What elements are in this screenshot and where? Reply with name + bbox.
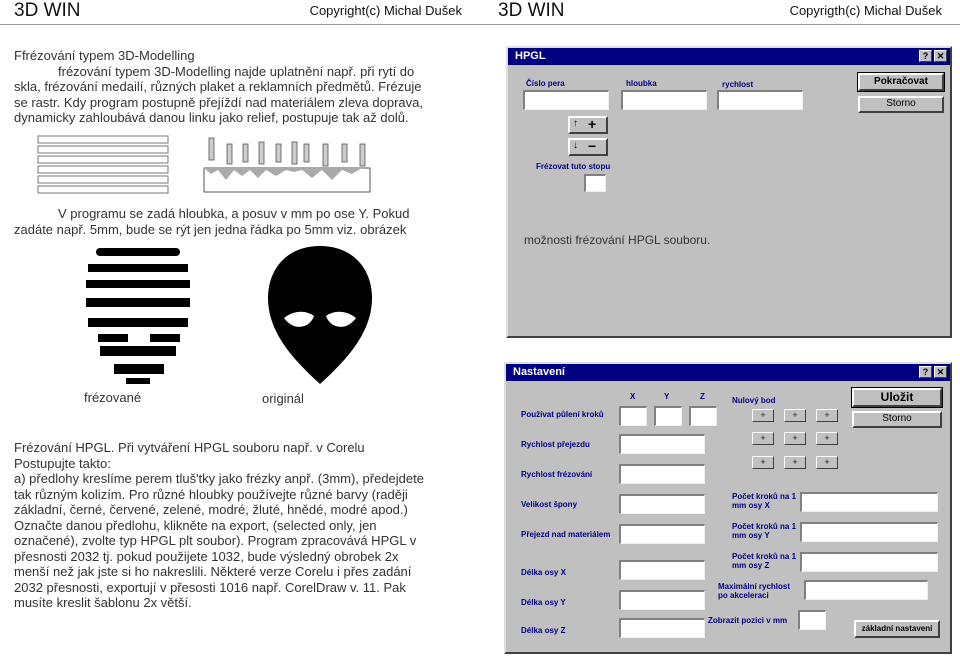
hpgl-title: HPGL xyxy=(515,50,546,62)
depth-paragraph xyxy=(14,206,464,237)
steps-z-field[interactable] xyxy=(800,552,938,572)
speed-field[interactable] xyxy=(717,90,803,110)
hpgl-dialog xyxy=(506,46,952,338)
minus-icon: − xyxy=(588,138,597,154)
label-axis-y: Y xyxy=(664,392,670,401)
defaults-button[interactable]: základní nastavení xyxy=(854,620,940,638)
zero-x-plus-button-3[interactable]: + xyxy=(752,456,774,469)
hpgl-help-button[interactable]: ? xyxy=(919,50,932,62)
speed-milling-field[interactable] xyxy=(619,464,705,484)
hpgl-line-10: 2032 přesnosti, exportují v přesosti 1016 např. CorelDraw v. 11. Pak xyxy=(14,579,406,595)
plus-stepper-button[interactable] xyxy=(568,116,608,134)
label-len-y: Délka osy Y xyxy=(521,598,566,607)
settings-close-button[interactable]: ✕ xyxy=(934,366,947,378)
label-steps-x: Počet kroků na 1 mm osy X xyxy=(732,492,797,510)
zero-z-plus-button-3[interactable]: + xyxy=(816,456,838,469)
hpgl-title-bar[interactable] xyxy=(508,48,950,65)
speed-transit-field[interactable] xyxy=(619,434,705,454)
label-len-x: Délka osy X xyxy=(521,568,566,577)
raster-illustration xyxy=(36,132,376,196)
hpgl-line-1: Frézování HPGL. Při vytváření HPGL souboru např. v Corelu xyxy=(14,440,365,455)
label-axis-x: X xyxy=(630,392,636,401)
arrow-down-icon: ↓ xyxy=(573,140,578,151)
zero-z-plus-button[interactable]: + xyxy=(816,409,838,422)
mill-track-field[interactable] xyxy=(584,174,606,192)
hpgl-line-5: základní, černé, červené, zelené, modré, žluté, hnědé, modré apod.) xyxy=(14,502,408,517)
save-button[interactable]: Uložit xyxy=(852,388,942,407)
max-speed-field[interactable] xyxy=(804,580,928,600)
label-speed: rychlost xyxy=(722,80,754,89)
transit-over-field[interactable] xyxy=(619,524,705,544)
label-len-z: Délka osy Z xyxy=(521,626,566,635)
hpgl-cancel-button[interactable]: Storno xyxy=(858,96,944,113)
pen-number-field[interactable] xyxy=(523,90,609,110)
settings-title-bar[interactable] xyxy=(506,364,950,381)
label-steps-z: Počet kroků na 1 mm osy Z xyxy=(732,552,797,570)
depth-field[interactable] xyxy=(621,90,707,110)
label-pen-number: Číslo pera xyxy=(526,79,565,88)
label-transit-over: Přejezd nad materiálem xyxy=(521,530,611,539)
label-steps-y: Počet kroků na 1 mm osy Y xyxy=(732,522,797,540)
continue-button[interactable]: Pokračovat xyxy=(858,73,944,91)
caption-hpgl-options: možnosti frézování HPGL souboru. xyxy=(524,233,711,247)
hpgl-line-7: označené), zvolte typ HPGL plt soubor). Program zpracovává HPGL v xyxy=(14,533,417,548)
intro-line-3: se rastr. Kdy program postupně přejíždí nad materiálem zleva doprava, xyxy=(14,94,423,110)
label-axis-z: Z xyxy=(700,392,705,401)
caption-milled: frézované xyxy=(84,390,142,405)
header-left xyxy=(0,0,480,22)
minus-stepper-button[interactable] xyxy=(568,138,608,156)
intro-line-4: dynamicky zahloubává danou linku jako relief, postupuje tak až dolů. xyxy=(14,110,409,125)
depth-line-2: zadáte např. 5mm, bude se rýt jen jedna řádka po 5mm viz. obrázek xyxy=(14,221,407,237)
hpgl-line-4: tak různým kolizím. Pro různé hloubky používejte různé barvy (raději xyxy=(14,486,408,502)
half-steps-y-field[interactable] xyxy=(654,406,682,426)
plus-icon: + xyxy=(588,116,597,132)
original-alien-svg xyxy=(266,244,374,388)
zero-y-plus-button-2[interactable]: + xyxy=(784,432,806,445)
label-zero-point: Nulový bod xyxy=(732,396,776,405)
hpgl-close-button[interactable]: ✕ xyxy=(934,50,947,62)
settings-title: Nastavení xyxy=(513,366,565,378)
intro-paragraph xyxy=(14,48,464,126)
header-divider xyxy=(0,24,960,25)
label-chip-size: Velikost špony xyxy=(521,500,578,509)
intro-heading: Ffrézování typem 3D-Modelling xyxy=(14,48,195,63)
label-half-steps: Používat půlení kroků xyxy=(521,410,604,419)
settings-help-button[interactable]: ? xyxy=(919,366,932,378)
hpgl-line-2: Postupujte takto: xyxy=(14,455,111,471)
show-position-field[interactable] xyxy=(798,610,826,630)
len-y-field[interactable] xyxy=(619,590,705,610)
settings-cancel-button[interactable]: Storno xyxy=(852,411,942,428)
depth-line-1: V programu se zadá hloubka, a posuv v mm po ose Y. Pokud xyxy=(58,206,410,221)
hpgl-line-11: musíte kreslit šablonu 2x větší. xyxy=(14,595,192,610)
hpgl-line-3: a) předlohy kreslíme perem tluš'tky jako frézky anpř. (3mm), předejdete xyxy=(14,471,424,486)
hpgl-line-9: menší než jak jste si ho nakreslili. Některé verze Corelu i přes zadání xyxy=(14,564,412,579)
original-alien-image xyxy=(266,244,374,388)
header-left-title: 3D WIN xyxy=(14,0,81,21)
zero-x-plus-button[interactable]: + xyxy=(752,409,774,422)
len-z-field[interactable] xyxy=(619,618,705,638)
zero-y-plus-button[interactable]: + xyxy=(784,409,806,422)
hpgl-paragraph xyxy=(14,440,454,611)
label-depth: hloubka xyxy=(626,79,657,88)
steps-y-field[interactable] xyxy=(800,522,938,542)
milled-alien-image xyxy=(84,246,192,386)
len-x-field[interactable] xyxy=(619,560,705,580)
label-max-speed: Maximální rychlost po akceleraci xyxy=(718,582,791,600)
hpgl-line-6: Označte danou předlohu, klikněte na export, (selected only, jen xyxy=(14,517,377,533)
milled-alien-svg xyxy=(84,246,192,386)
half-steps-x-field[interactable] xyxy=(619,406,647,426)
zero-z-plus-button-2[interactable]: + xyxy=(816,432,838,445)
label-speed-transit: Rychlost přejezdu xyxy=(521,440,590,449)
steps-x-field[interactable] xyxy=(800,492,938,512)
zero-y-plus-button-3[interactable]: + xyxy=(784,456,806,469)
label-show-position: Zobrazit pozici v mm xyxy=(708,616,788,625)
label-mill-track: Frézovat tuto stopu xyxy=(536,162,611,171)
header-left-copyright: Copyright(c) Michal Dušek xyxy=(309,3,462,18)
zero-x-plus-button-2[interactable]: + xyxy=(752,432,774,445)
intro-line-2: skla, frézování medailí, různých plaket a reklamních předmětů. Frézuje xyxy=(14,79,422,94)
half-steps-z-field[interactable] xyxy=(689,406,717,426)
header-right-copyright: Copyrigth(c) Michal Dušek xyxy=(789,3,942,18)
label-speed-milling: Rychlost frézování xyxy=(521,470,593,479)
arrow-up-icon: ↑ xyxy=(573,118,578,129)
intro-line-1: frézování typem 3D-Modelling najde uplatnění např. při rytí do xyxy=(58,63,415,79)
milling-diagram xyxy=(36,132,376,196)
caption-original: originál xyxy=(262,391,304,406)
header-right-title: 3D WIN xyxy=(498,0,565,21)
chip-size-field[interactable] xyxy=(619,494,705,514)
hpgl-line-8: přesnosti 2032 tj. pokud použijete 1032, bude výsledný obrobek 2x xyxy=(14,548,399,564)
settings-dialog xyxy=(504,362,952,654)
header-right xyxy=(480,0,960,22)
